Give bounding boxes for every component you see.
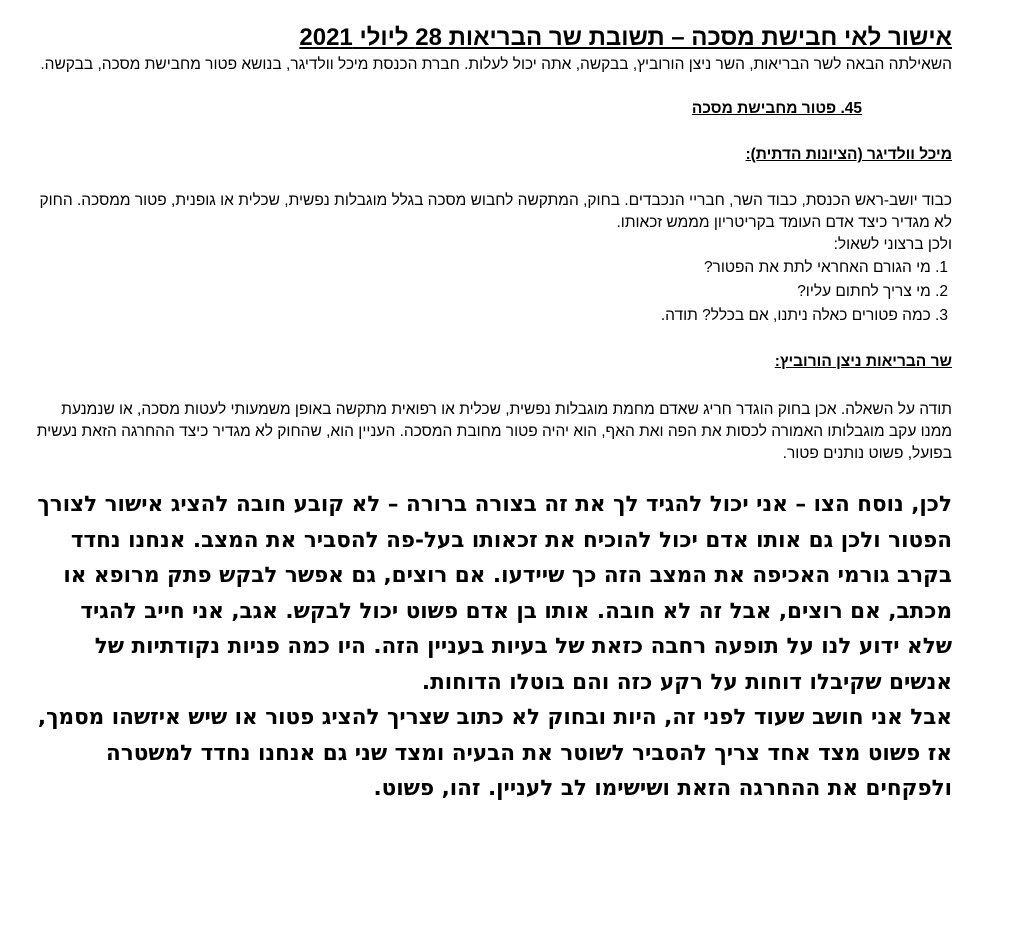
question-heading: 45. פטור מחבישת מסכה: [691, 100, 862, 117]
intro-paragraph: השאילתה הבאה לשר הבריאות, השר ניצן הורוביץ, בבקשה, אתה יכול לעלות. חברת הכנסת מיכל וולדיגר, בנושא פטור מחבישת מסכה, בבקשה.: [40, 56, 952, 73]
speaker-2-paragraph: תודה על השאלה. אכן בחוק הוגדר חריג שאדם מחמת מוגבלות נפשית, שכלית או רפואית מתקשה באופן משמעותי לעטות מסכה, או שנמנעת ממנו עקב מוגבלותו האמורה לכסות את הפה ואת האף, הוא יהיה פטור מחובת המסכה. העניין הוא, שהחוק לא מגדיר כיצד ההחרגה הזאת נעשית בפועל, פשוט נותנים פטור.: [36, 401, 952, 462]
question-item: 3. כמה פטורים כאלה ניתנו, אם בכלל? תודה.: [660, 307, 948, 324]
speaker-1-ask: ולכן ברצוני לשאול:: [833, 236, 952, 253]
speaker-1-name: מיכל וולדיגר (הציונות הדתית):: [745, 146, 952, 163]
highlight-paragraph-1: לכן, נוסח הצו – אני יכול להגיד לך את זה בצורה ברורה – לא קובע חובה להציג אישור לצורך הפטור ולכן גם אותו אדם יכול להוכיח את זכאותו בעל-פה להסביר את המצב. אנחנו נחדד בקרב גורמי האכיפה את המצב הזה כך שיידעו. אם רוצים, גם אפשר לבקש פתק מרופא או מכתב, אם רוצים, אבל זה לא חובה. אותו בן אדם פשוט יכול לבקש. אגב, אני חייב להגיד שלא ידוע לנו על תופעה רחבה כזאת של בעיות בעניין הזה. היו כמה פניות נקודתיות של אנשים שקיבלו דוחות על רקע כזה והם בוטלו הדוחות.: [37, 492, 952, 695]
speaker-1-paragraph: כבוד יושב-ראש הכנסת, כבוד השר, חבריי הנכבדים. בחוק, המתקשה לחבוש מסכה בגלל מוגבלות נפשית, שכלית או גופנית, פטור ממסכה. החוק לא מגדיר כיצד אדם העומד בקריטריון מממש זכאותו.: [39, 192, 952, 231]
speaker-2-name: שר הבריאות ניצן הורוביץ:: [774, 353, 952, 370]
questions-list: [32, 256, 952, 328]
highlight-paragraph-2: אבל אני חושב שעוד לפני זה, היות ובחוק לא כתוב שצריך להציג פטור או שיש איזשהו מסמך, אז פשוט מצד אחד צריך להסביר לשוטר את הבעיה ומצד שני גם אנחנו נחדד למשטרה ולפקחים את ההחרגה הזאת ושישימו לב לעניין. זהו, פשוט.: [37, 705, 952, 801]
question-item: 1. מי הגורם האחראי לתת את הפטור?: [703, 259, 948, 276]
document-title: אישור לאי חבישת מסכה – תשובת שר הבריאות 28 ליולי 2021: [299, 24, 952, 51]
question-item: 2. מי צריך לחתום עליו?: [797, 283, 948, 300]
document-page: [32, 0, 952, 807]
